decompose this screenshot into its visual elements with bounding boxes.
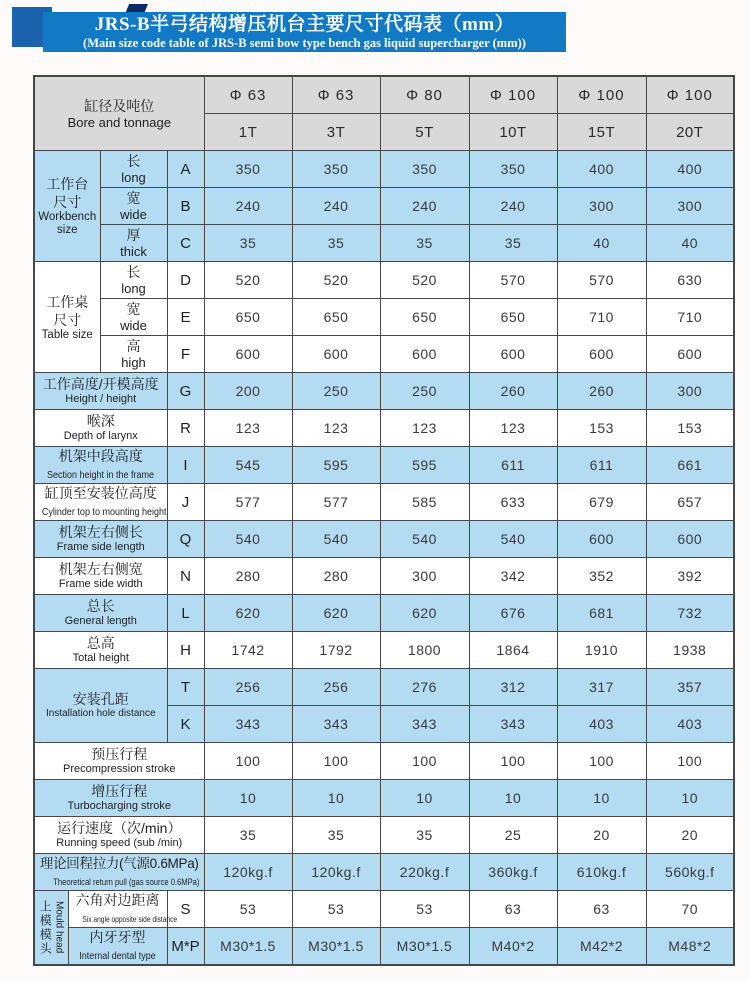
- column-header-tonnage: 10T: [469, 114, 557, 151]
- row-label: 理论回程拉力(气源0.6MPa) Theoretical return pull (gas source 0.6MPa): [34, 854, 204, 891]
- table-row-H: [34, 632, 734, 669]
- group-label-table-size: [34, 262, 100, 373]
- value-cell: 650: [292, 299, 380, 336]
- value-cell: 357: [646, 669, 734, 706]
- table-row-MP: [34, 928, 734, 966]
- value-cell: 676: [469, 595, 557, 632]
- corner-label-zh: 缸径及吨位: [84, 97, 155, 114]
- value-cell: 123: [469, 410, 557, 447]
- value-cell: 392: [646, 558, 734, 595]
- value-cell: M42*2: [557, 928, 646, 966]
- table-row-N: [34, 558, 734, 595]
- value-cell: 300: [557, 188, 646, 225]
- table-row-E: [34, 299, 734, 336]
- value-cell: 600: [380, 336, 469, 373]
- spec-table: [33, 75, 735, 966]
- value-cell: 35: [204, 817, 292, 854]
- value-cell: 540: [469, 521, 557, 558]
- value-cell: 595: [292, 447, 380, 484]
- row-code: L: [167, 595, 204, 632]
- column-header-tonnage: 15T: [557, 114, 646, 151]
- value-cell: 343: [292, 706, 380, 743]
- value-cell: 620: [204, 595, 292, 632]
- value-cell: 360kg.f: [469, 854, 557, 891]
- value-cell: 35: [380, 817, 469, 854]
- value-cell: 657: [646, 484, 734, 521]
- value-cell: 600: [557, 521, 646, 558]
- table-row-turbocharging: [34, 780, 734, 817]
- value-cell: 35: [380, 225, 469, 262]
- group-label-zh: 工作桌尺寸: [46, 293, 89, 328]
- row-code: G: [167, 373, 204, 410]
- value-cell: M30*1.5: [292, 928, 380, 966]
- row-code: B: [167, 188, 204, 225]
- value-cell: 732: [646, 595, 734, 632]
- row-code: I: [167, 447, 204, 484]
- value-cell: 600: [646, 521, 734, 558]
- value-cell: 276: [380, 669, 469, 706]
- table-row-F: [34, 336, 734, 373]
- value-cell: 10: [557, 780, 646, 817]
- table-row-return-pull: [34, 854, 734, 891]
- value-cell: 25: [469, 817, 557, 854]
- value-cell: 10: [380, 780, 469, 817]
- value-cell: 123: [380, 410, 469, 447]
- value-cell: 650: [204, 299, 292, 336]
- title-banner: [43, 12, 566, 52]
- row-code: R: [167, 410, 204, 447]
- value-cell: 400: [557, 151, 646, 188]
- row-sublabel: 长 long: [100, 151, 167, 188]
- table-row-A: [34, 151, 734, 188]
- row-sublabel: 宽 wide: [100, 188, 167, 225]
- value-cell: 300: [646, 373, 734, 410]
- table-row-C: [34, 225, 734, 262]
- value-cell: 343: [380, 706, 469, 743]
- value-cell: 520: [380, 262, 469, 299]
- value-cell: 540: [380, 521, 469, 558]
- page-title: JRS-B半弓结构增压机台主要尺寸代码表（mm）: [94, 14, 515, 35]
- value-cell: 220kg.f: [380, 854, 469, 891]
- value-cell: 1938: [646, 632, 734, 669]
- row-label: 运行速度（次/min） Running speed (sub /min): [34, 817, 204, 854]
- value-cell: 570: [469, 262, 557, 299]
- group-label-zh: 工作台尺寸: [46, 176, 89, 210]
- value-cell: 240: [204, 188, 292, 225]
- value-cell: 679: [557, 484, 646, 521]
- value-cell: 403: [646, 706, 734, 743]
- value-cell: 620: [380, 595, 469, 632]
- group-label-en: Workbench size: [38, 211, 97, 236]
- column-header-tonnage: 3T: [292, 114, 380, 151]
- value-cell: 200: [204, 373, 292, 410]
- row-label: 工作高度/开模高度 Height / height: [34, 373, 167, 410]
- value-cell: 120kg.f: [204, 854, 292, 891]
- table-row-running-speed: [34, 817, 734, 854]
- table-row-G: [34, 373, 734, 410]
- group-label-zh: 安装孔距: [72, 691, 129, 707]
- row-label: 喉深 Depth of larynx: [34, 410, 167, 447]
- value-cell: 1864: [469, 632, 557, 669]
- row-code: N: [167, 558, 204, 595]
- value-cell: 570: [557, 262, 646, 299]
- value-cell: 540: [204, 521, 292, 558]
- value-cell: 250: [380, 373, 469, 410]
- row-code: E: [167, 299, 204, 336]
- row-code: T: [167, 669, 204, 706]
- value-cell: 123: [204, 410, 292, 447]
- value-cell: 600: [292, 336, 380, 373]
- row-code: A: [167, 151, 204, 188]
- row-code: C: [167, 225, 204, 262]
- row-sublabel: 厚 thick: [100, 225, 167, 262]
- value-cell: 153: [557, 410, 646, 447]
- value-cell: 350: [204, 151, 292, 188]
- table-row-Q: [34, 521, 734, 558]
- value-cell: 250: [292, 373, 380, 410]
- value-cell: 53: [380, 891, 469, 928]
- group-label-workbench: [34, 151, 100, 262]
- row-label: 总长 General length: [34, 595, 167, 632]
- value-cell: 352: [557, 558, 646, 595]
- column-header-tonnage: 5T: [380, 114, 469, 151]
- table-row-B: [34, 188, 734, 225]
- row-label: 增压行程 Turbocharging stroke: [34, 780, 204, 817]
- row-label: 机架左右侧宽 Frame side width: [34, 558, 167, 595]
- value-cell: 560kg.f: [646, 854, 734, 891]
- group-label-en: Table size: [41, 328, 93, 341]
- page-subtitle: (Main size code table of JRS-B semi bow type bench gas liquid supercharger (mm)): [83, 36, 526, 50]
- value-cell: 10: [646, 780, 734, 817]
- value-cell: 53: [204, 891, 292, 928]
- value-cell: 63: [469, 891, 557, 928]
- row-label: 机架左右侧长 Frame side length: [34, 521, 167, 558]
- group-label-zh-vertical: 上模模头: [38, 899, 53, 956]
- row-sublabel: 长 long: [100, 262, 167, 299]
- row-label: 总高 Total height: [34, 632, 167, 669]
- row-label: 预压行程 Precompression stroke: [34, 743, 204, 780]
- value-cell: M40*2: [469, 928, 557, 966]
- value-cell: 611: [469, 447, 557, 484]
- value-cell: 280: [292, 558, 380, 595]
- table-row-I: [34, 447, 734, 484]
- value-cell: 600: [469, 336, 557, 373]
- value-cell: 260: [557, 373, 646, 410]
- value-cell: 1792: [292, 632, 380, 669]
- value-cell: 35: [292, 225, 380, 262]
- value-cell: 600: [646, 336, 734, 373]
- value-cell: 53: [292, 891, 380, 928]
- value-cell: 545: [204, 447, 292, 484]
- row-code: F: [167, 336, 204, 373]
- column-header-bore: Φ 100: [469, 76, 557, 114]
- value-cell: 600: [557, 336, 646, 373]
- value-cell: 403: [557, 706, 646, 743]
- value-cell: 681: [557, 595, 646, 632]
- value-cell: 650: [380, 299, 469, 336]
- value-cell: 153: [646, 410, 734, 447]
- table-row-S: [34, 891, 734, 928]
- column-header-bore: Φ 80: [380, 76, 469, 114]
- table-row-T: [34, 669, 734, 706]
- table-row-R: [34, 410, 734, 447]
- value-cell: 240: [380, 188, 469, 225]
- value-cell: 35: [204, 225, 292, 262]
- value-cell: 633: [469, 484, 557, 521]
- value-cell: 1910: [557, 632, 646, 669]
- value-cell: 100: [469, 743, 557, 780]
- row-code: H: [167, 632, 204, 669]
- value-cell: 520: [292, 262, 380, 299]
- table-row-L: [34, 595, 734, 632]
- value-cell: 350: [380, 151, 469, 188]
- value-cell: 343: [204, 706, 292, 743]
- value-cell: 70: [646, 891, 734, 928]
- row-code: M*P: [167, 928, 204, 966]
- column-header-tonnage: 1T: [204, 114, 292, 151]
- value-cell: 256: [204, 669, 292, 706]
- value-cell: 611: [557, 447, 646, 484]
- row-code: J: [167, 484, 204, 521]
- group-label-en: Installation hole distance: [45, 708, 156, 719]
- column-header-bore: Φ 63: [292, 76, 380, 114]
- value-cell: 630: [646, 262, 734, 299]
- value-cell: 240: [292, 188, 380, 225]
- value-cell: M30*1.5: [204, 928, 292, 966]
- header-row-bore: [34, 76, 734, 114]
- column-header-bore: Φ 100: [557, 76, 646, 114]
- value-cell: 710: [557, 299, 646, 336]
- value-cell: 256: [292, 669, 380, 706]
- group-label-en-vertical: Mould head: [53, 901, 65, 954]
- value-cell: 100: [204, 743, 292, 780]
- value-cell: 260: [469, 373, 557, 410]
- value-cell: 350: [292, 151, 380, 188]
- value-cell: 10: [292, 780, 380, 817]
- value-cell: 620: [292, 595, 380, 632]
- row-sublabel: 六角对边距离 Six angle opposite side distance: [68, 891, 167, 928]
- row-sublabel: 内牙牙型 Internal dental type: [68, 928, 167, 966]
- value-cell: 585: [380, 484, 469, 521]
- row-label: 缸顶至安装位高度 Cylinder top to mounting height: [34, 484, 167, 521]
- value-cell: 1800: [380, 632, 469, 669]
- value-cell: 20: [557, 817, 646, 854]
- value-cell: 342: [469, 558, 557, 595]
- value-cell: 100: [557, 743, 646, 780]
- value-cell: 343: [469, 706, 557, 743]
- value-cell: 40: [557, 225, 646, 262]
- value-cell: 300: [380, 558, 469, 595]
- row-sublabel: 高 high: [100, 336, 167, 373]
- table-row-J: [34, 484, 734, 521]
- value-cell: 20: [646, 817, 734, 854]
- value-cell: 661: [646, 447, 734, 484]
- value-cell: 600: [204, 336, 292, 373]
- value-cell: 63: [557, 891, 646, 928]
- row-code: S: [167, 891, 204, 928]
- table-row-precompression: [34, 743, 734, 780]
- value-cell: 577: [292, 484, 380, 521]
- value-cell: 123: [292, 410, 380, 447]
- value-cell: 100: [646, 743, 734, 780]
- value-cell: 240: [469, 188, 557, 225]
- row-code: Q: [167, 521, 204, 558]
- group-label-installation: [34, 669, 167, 743]
- value-cell: 317: [557, 669, 646, 706]
- value-cell: 120kg.f: [292, 854, 380, 891]
- column-header-bore: Φ 100: [646, 76, 734, 114]
- row-label: 机架中段高度 Section height in the frame: [34, 447, 167, 484]
- value-cell: M30*1.5: [380, 928, 469, 966]
- corner-label-en: Bore and tonnage: [67, 114, 171, 130]
- row-code: K: [167, 706, 204, 743]
- value-cell: 10: [204, 780, 292, 817]
- value-cell: 540: [292, 521, 380, 558]
- column-header-tonnage: 20T: [646, 114, 734, 151]
- value-cell: 10: [469, 780, 557, 817]
- row-sublabel: 宽 wide: [100, 299, 167, 336]
- value-cell: 577: [204, 484, 292, 521]
- value-cell: 280: [204, 558, 292, 595]
- column-header-bore: Φ 63: [204, 76, 292, 114]
- value-cell: 300: [646, 188, 734, 225]
- value-cell: 610kg.f: [557, 854, 646, 891]
- value-cell: 100: [380, 743, 469, 780]
- corner-header-cell: [34, 76, 204, 151]
- value-cell: 710: [646, 299, 734, 336]
- value-cell: 35: [469, 225, 557, 262]
- value-cell: 312: [469, 669, 557, 706]
- value-cell: 1742: [204, 632, 292, 669]
- value-cell: 595: [380, 447, 469, 484]
- value-cell: 520: [204, 262, 292, 299]
- table-row-D: [34, 262, 734, 299]
- value-cell: 350: [469, 151, 557, 188]
- group-label-mould-head: [34, 891, 68, 966]
- value-cell: 650: [469, 299, 557, 336]
- value-cell: 40: [646, 225, 734, 262]
- value-cell: M48*2: [646, 928, 734, 966]
- value-cell: 100: [292, 743, 380, 780]
- value-cell: 400: [646, 151, 734, 188]
- row-code: D: [167, 262, 204, 299]
- value-cell: 35: [292, 817, 380, 854]
